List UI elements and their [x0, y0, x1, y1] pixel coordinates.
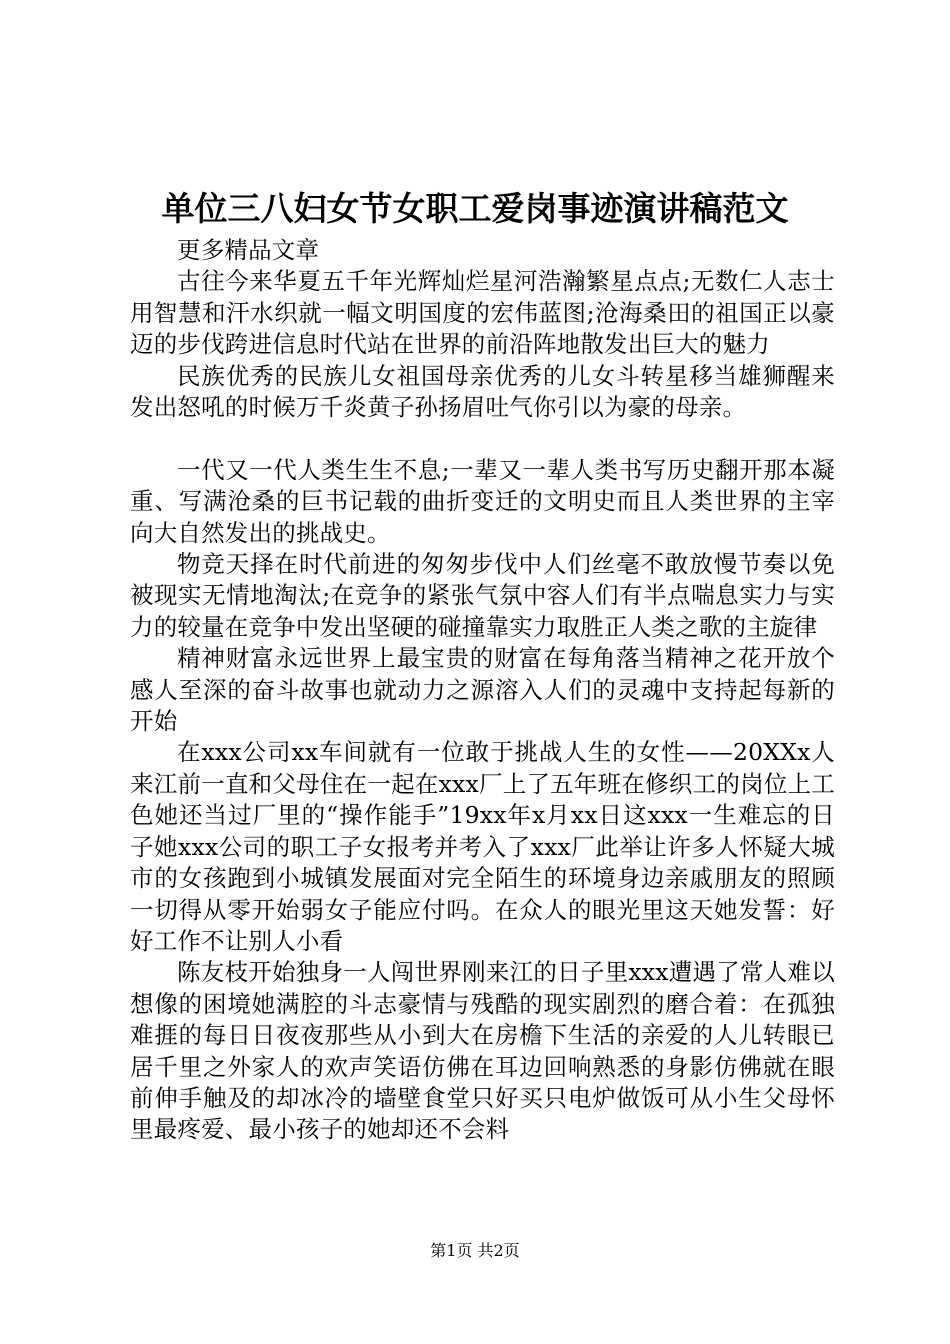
intro-line: 更多精品文章: [177, 236, 320, 264]
paragraph: 精神财富永远世界上最宝贵的财富在每角落当精神之花开放个感人至深的奋斗故事也就动力之源溶入人们的灵魂中支持起每新的开始: [130, 644, 835, 736]
page-number-footer: 第1页 共2页: [430, 1241, 520, 1260]
paragraph: 古往今来华夏五千年光辉灿烂星河浩瀚繁星点点;无数仁人志士用智慧和汗水织就一幅文明国度的宏伟蓝图;沧海桑田的祖国正以豪迈的步伐跨进信息时代站在世界的前沿阵地散发出巨大的魅力: [130, 267, 835, 359]
paragraph: 民族优秀的民族儿女祖国母亲优秀的儿女斗转星移当雄狮醒来发出怒吼的时候万千炎黄子孙扬眉吐气你引以为豪的母亲。: [130, 361, 835, 422]
paragraph: 陈友枝开始独身一人闯世界刚来江的日子里xxx遭遇了常人难以想像的困境她满腔的斗志豪情与残酷的现实剧烈的磨合着：在孤独难捱的每日日夜夜那些从小到大在房檐下生活的亲爱的人儿转眼已居千里之外家人的欢声笑语仿佛在耳边回响熟悉的身影仿佛就在眼前伸手触及的却冰冷的墙壁食堂只好买只电炉做饭可从小生父母怀里最疼爱、最小孩子的她却还不会料: [130, 958, 835, 1144]
paragraph: 物竞天择在时代前进的匆匆步伐中人们丝毫不敢放慢节奏以免被现实无情地淘汰;在竞争的紧张气氛中容人们有半点喘息实力与实力的较量在竞争中发出坚硬的碰撞靠实力取胜正人类之歌的主旋律: [130, 550, 835, 641]
paragraph: 在xxx公司xx车间就有一位敢于挑战人生的女性——20XXx人来江前一直和父母住在一起在xxx厂上了五年班在修织工的岗位上工色她还当过厂里的“操作能手”19xx年x月xx日这xxx一生难忘的日子她xxx公司的职工子女报考并考入了xxx厂此举让许多人怀疑大城市的女孩跑到小城镇发展面对完全陌生的环境身边亲戚朋友的照顾一切得从零开始弱女子能应付吗。在众人的眼光里这天她发誓：好好工作不让别人小看: [130, 738, 835, 955]
paragraph: 一代又一代人类生生不息;一辈又一辈人类书写历史翻开那本凝重、写满沧桑的巨书记载的曲折变迁的文明史而且人类世界的主宰向大自然发出的挑战史。: [130, 455, 835, 547]
document-title: 单位三八妇女节女职工爱岗事迹演讲稿范文: [161, 189, 789, 228]
blank-line: [130, 423, 835, 454]
document-body: [130, 235, 835, 1146]
